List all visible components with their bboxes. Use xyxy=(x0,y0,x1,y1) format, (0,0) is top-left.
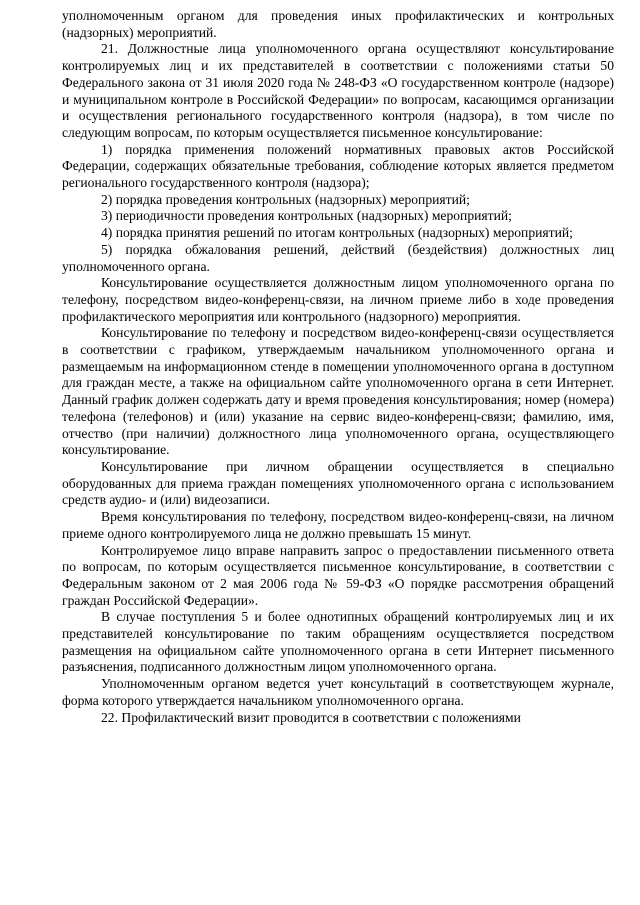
paragraph-consultation-methods: Консультирование осуществляется должностным лицом уполномоченного органа по телефону, посредством видео-конференц-связи, на личном приеме либо в ходе проведения профилактического мероприятия или контрольного (надзорного) мероприятия. xyxy=(62,275,614,324)
list-item-2: 2) порядка проведения контрольных (надзорных) мероприятий; xyxy=(101,191,470,207)
list-item-3: 3) периодичности проведения контрольных (надзорных) мероприятий; xyxy=(101,208,512,224)
list-item-4: 4) порядка принятия решений по итогам контрольных (надзорных) мероприятий; xyxy=(101,225,573,241)
paragraph-consultation-log: Уполномоченным органом ведется учет консультаций в соответствующем журнале, форма которого утверждается начальником уполномоченного органа. xyxy=(62,676,614,708)
paragraph-continuation: уполномоченным органом для проведения иных профилактических и контрольных (надзорных) мероприятий. xyxy=(62,8,614,40)
paragraph-written-request: Контролируемое лицо вправе направить запрос о предоставлении письменного ответа по вопросам, по которым осуществляется письменное консультирование, в соответствии с Федеральным законом от 2 мая 2006 года № 59-ФЗ «О порядке рассмотрения обращений граждан Российской Федерации». xyxy=(62,542,614,608)
document-page xyxy=(62,8,614,726)
paragraph-item-21: 21. Должностные лица уполномоченного органа осуществляют консультирование контролируемых лиц и их представителей в соответствии с положениями статьи 50 Федерального закона от 31 июля 2020 года № 248-ФЗ «О государственном контроле (надзоре) и муниципальном контроле в Российской Федерации» по вопросам, касающимся организации и осуществления регионального государственного контроля (надзора), в том числе по следующим вопросам, по которым осуществляется письменное консультирование: xyxy=(62,41,614,140)
paragraph-consultation-schedule: Консультирование по телефону и посредством видео-конференц-связи осуществляется в соответствии с графиком, утверждаемым начальником уполномоченного органа и размещаемым на информационном стенде в помещении уполномоченного органа в доступном для граждан месте, а также на официальном сайте уполномоченного органа в сети Интернет. Данный график должен содержать дату и время проведения консультирования; номер (номера) телефона (телефонов) и (или) указание на сервис видео-конференц-связи; фамилию, имя, отчество (при наличии) должностного лица уполномоченного органа, осуществляющего консультирование. xyxy=(62,325,614,458)
list-item-1: 1) порядка применения положений нормативных правовых актов Российской Федерации, содержащих обязательные требования, соблюдение которых является предметом регионального государственного контроля (надзора); xyxy=(62,141,614,191)
paragraph-personal-consultation: Консультирование при личном обращении осуществляется в специально оборудованных для приема граждан помещениях уполномоченного органа с использованием средств аудио- и (или) видеозаписи. xyxy=(62,458,614,508)
paragraph-consultation-time: Время консультирования по телефону, посредством видео-конференц-связи, на личном приеме одного контролируемого лица не должно превышать 15 минут. xyxy=(62,509,614,541)
paragraph-item-22: 22. Профилактический визит проводится в соответствии с положениями xyxy=(101,709,521,725)
paragraph-similar-requests: В случае поступления 5 и более однотипных обращений контролируемых лиц и их представителей консультирование по таким обращениям осуществляется посредством размещения на официальном сайте уполномоченного органа в сети Интернет письменного разъяснения, подписанного должностным лицом уполномоченного органа. xyxy=(62,609,614,675)
list-item-5: 5) порядка обжалования решений, действий (бездействия) должностных лиц уполномоченного органа. xyxy=(62,241,614,274)
